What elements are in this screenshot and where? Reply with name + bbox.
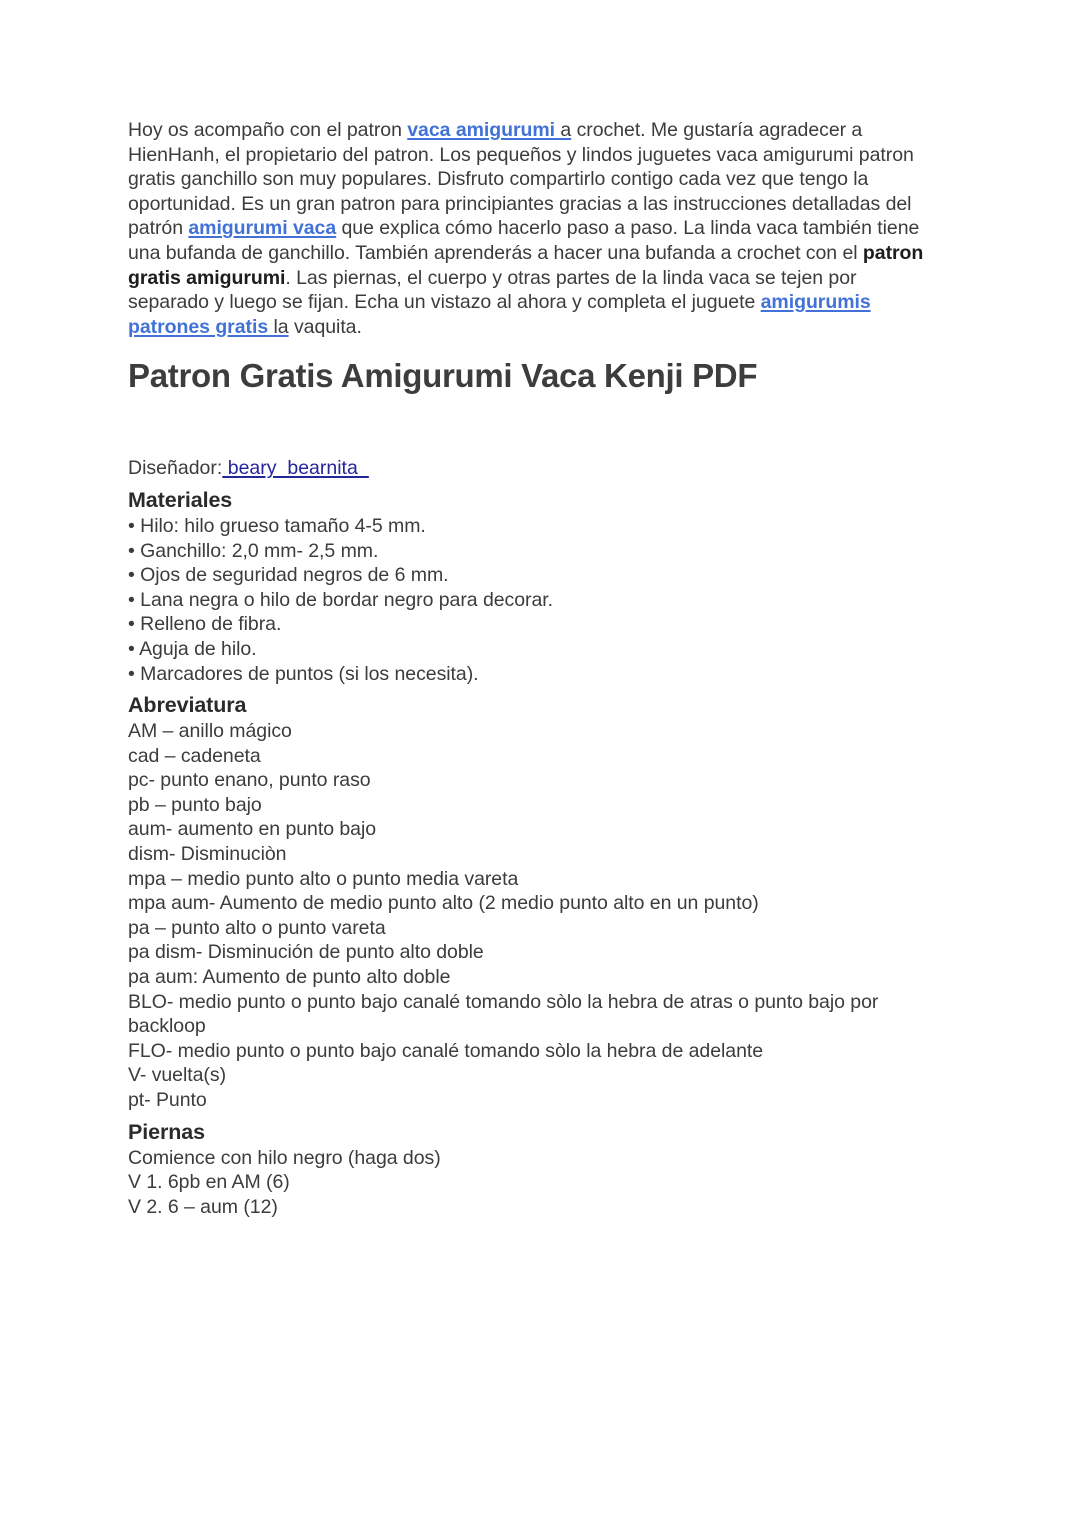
abreviatura-item: pa dism- Disminución de punto alto doble xyxy=(128,941,484,964)
intro-link-tail: a xyxy=(555,119,572,141)
abreviatura-item: pa – punto alto o punto vareta xyxy=(128,916,386,939)
abreviatura-list xyxy=(128,719,940,1113)
materiales-item: • Aguja de hilo. xyxy=(128,637,940,662)
materiales-item: • Relleno de fibra. xyxy=(128,612,940,637)
intro-text: . Las piernas, el cuerpo y otras partes de la linda vaca se tejen por separado y luego se fijan. Echa un vistazo al ahora y completa el juguete xyxy=(128,266,857,314)
piernas-heading: Piernas xyxy=(128,1119,205,1144)
abreviatura-item: pa aum: Aumento de punto alto doble xyxy=(128,966,451,989)
materiales-heading: Materiales xyxy=(128,487,233,512)
materiales-item: • Hilo: hilo grueso tamaño 4-5 mm. xyxy=(128,514,940,539)
designer-link[interactable]: beary_bearnita_ xyxy=(222,457,369,480)
piernas-item: Comience con hilo negro (haga dos) xyxy=(128,1146,441,1169)
piernas-item: V 2. 6 – aum (12) xyxy=(128,1195,278,1218)
intro-text: vaquita. xyxy=(288,315,362,338)
intro-text: que explica cómo hacerlo paso a paso. La linda vaca también tiene una bufanda de ganchillo. También aprenderás a hacer una bufanda a crochet con el xyxy=(128,217,920,264)
intro-bold-text: patron gratis amigurumi xyxy=(128,241,924,289)
materiales-item: • Marcadores de puntos (si los necesita). xyxy=(128,662,940,687)
abreviatura-item: AM – anillo mágico xyxy=(128,720,292,743)
intro-link[interactable]: vaca amigurumi xyxy=(407,119,556,141)
intro-text: Hoy os acompaño con el patron xyxy=(128,119,408,141)
abreviatura-item: pt- Punto xyxy=(128,1089,207,1111)
piernas-list xyxy=(128,1146,940,1220)
abreviatura-item: aum- aumento en punto bajo xyxy=(128,818,377,841)
abreviatura-item: V- vuelta(s) xyxy=(128,1064,227,1087)
designer-label: Diseñador: xyxy=(128,457,223,480)
abreviatura-item: dism- Disminuciòn xyxy=(128,843,287,866)
abreviatura-item: mpa aum- Aumento de medio punto alto (2 medio punto alto en un punto) xyxy=(128,892,759,915)
intro-link[interactable]: amigurumi vaca xyxy=(188,217,337,240)
intro-link[interactable]: amigurumis patrones gratis xyxy=(128,291,871,338)
abreviatura-item: pc- punto enano, punto raso xyxy=(128,769,371,792)
intro-paragraph xyxy=(128,118,940,339)
abreviatura-item: FLO- medio punto o punto bajo canalé tomando sòlo la hebra de adelante xyxy=(128,1039,764,1062)
materiales-list xyxy=(128,514,940,686)
page-title: Patron Gratis Amigurumi Vaca Kenji PDF xyxy=(128,357,758,395)
abreviatura-item: BLO- medio punto o punto bajo canalé tomando sòlo la hebra de atras o punto bajo por backloop xyxy=(128,990,884,1038)
abreviatura-item: pb – punto bajo xyxy=(128,793,262,816)
piernas-item: V 1. 6pb en AM (6) xyxy=(128,1171,290,1194)
materiales-item: • Ojos de seguridad negros de 6 mm. xyxy=(128,563,940,588)
materiales-item: • Lana negra o hilo de bordar negro para decorar. xyxy=(128,588,940,613)
intro-link-tail: la xyxy=(268,315,289,338)
abreviatura-item: mpa – medio punto alto o punto media vareta xyxy=(128,867,519,890)
materiales-item: • Ganchillo: 2,0 mm- 2,5 mm. xyxy=(128,539,940,564)
abreviatura-item: cad – cadeneta xyxy=(128,744,261,767)
intro-text: crochet. Me gustaría agradecer a HienHanh, el propietario del patron. Los pequeños y lindos juguetes vaca amigurumi patron gratis ganchillo son muy populares. Disfruto compartirlo contigo cada vez que tengo la oportunidad. Es un gran patron para principiantes gracias a las instrucciones detalladas del patrón xyxy=(128,119,914,240)
designer-line xyxy=(128,456,940,481)
abreviatura-heading: Abreviatura xyxy=(128,693,247,718)
